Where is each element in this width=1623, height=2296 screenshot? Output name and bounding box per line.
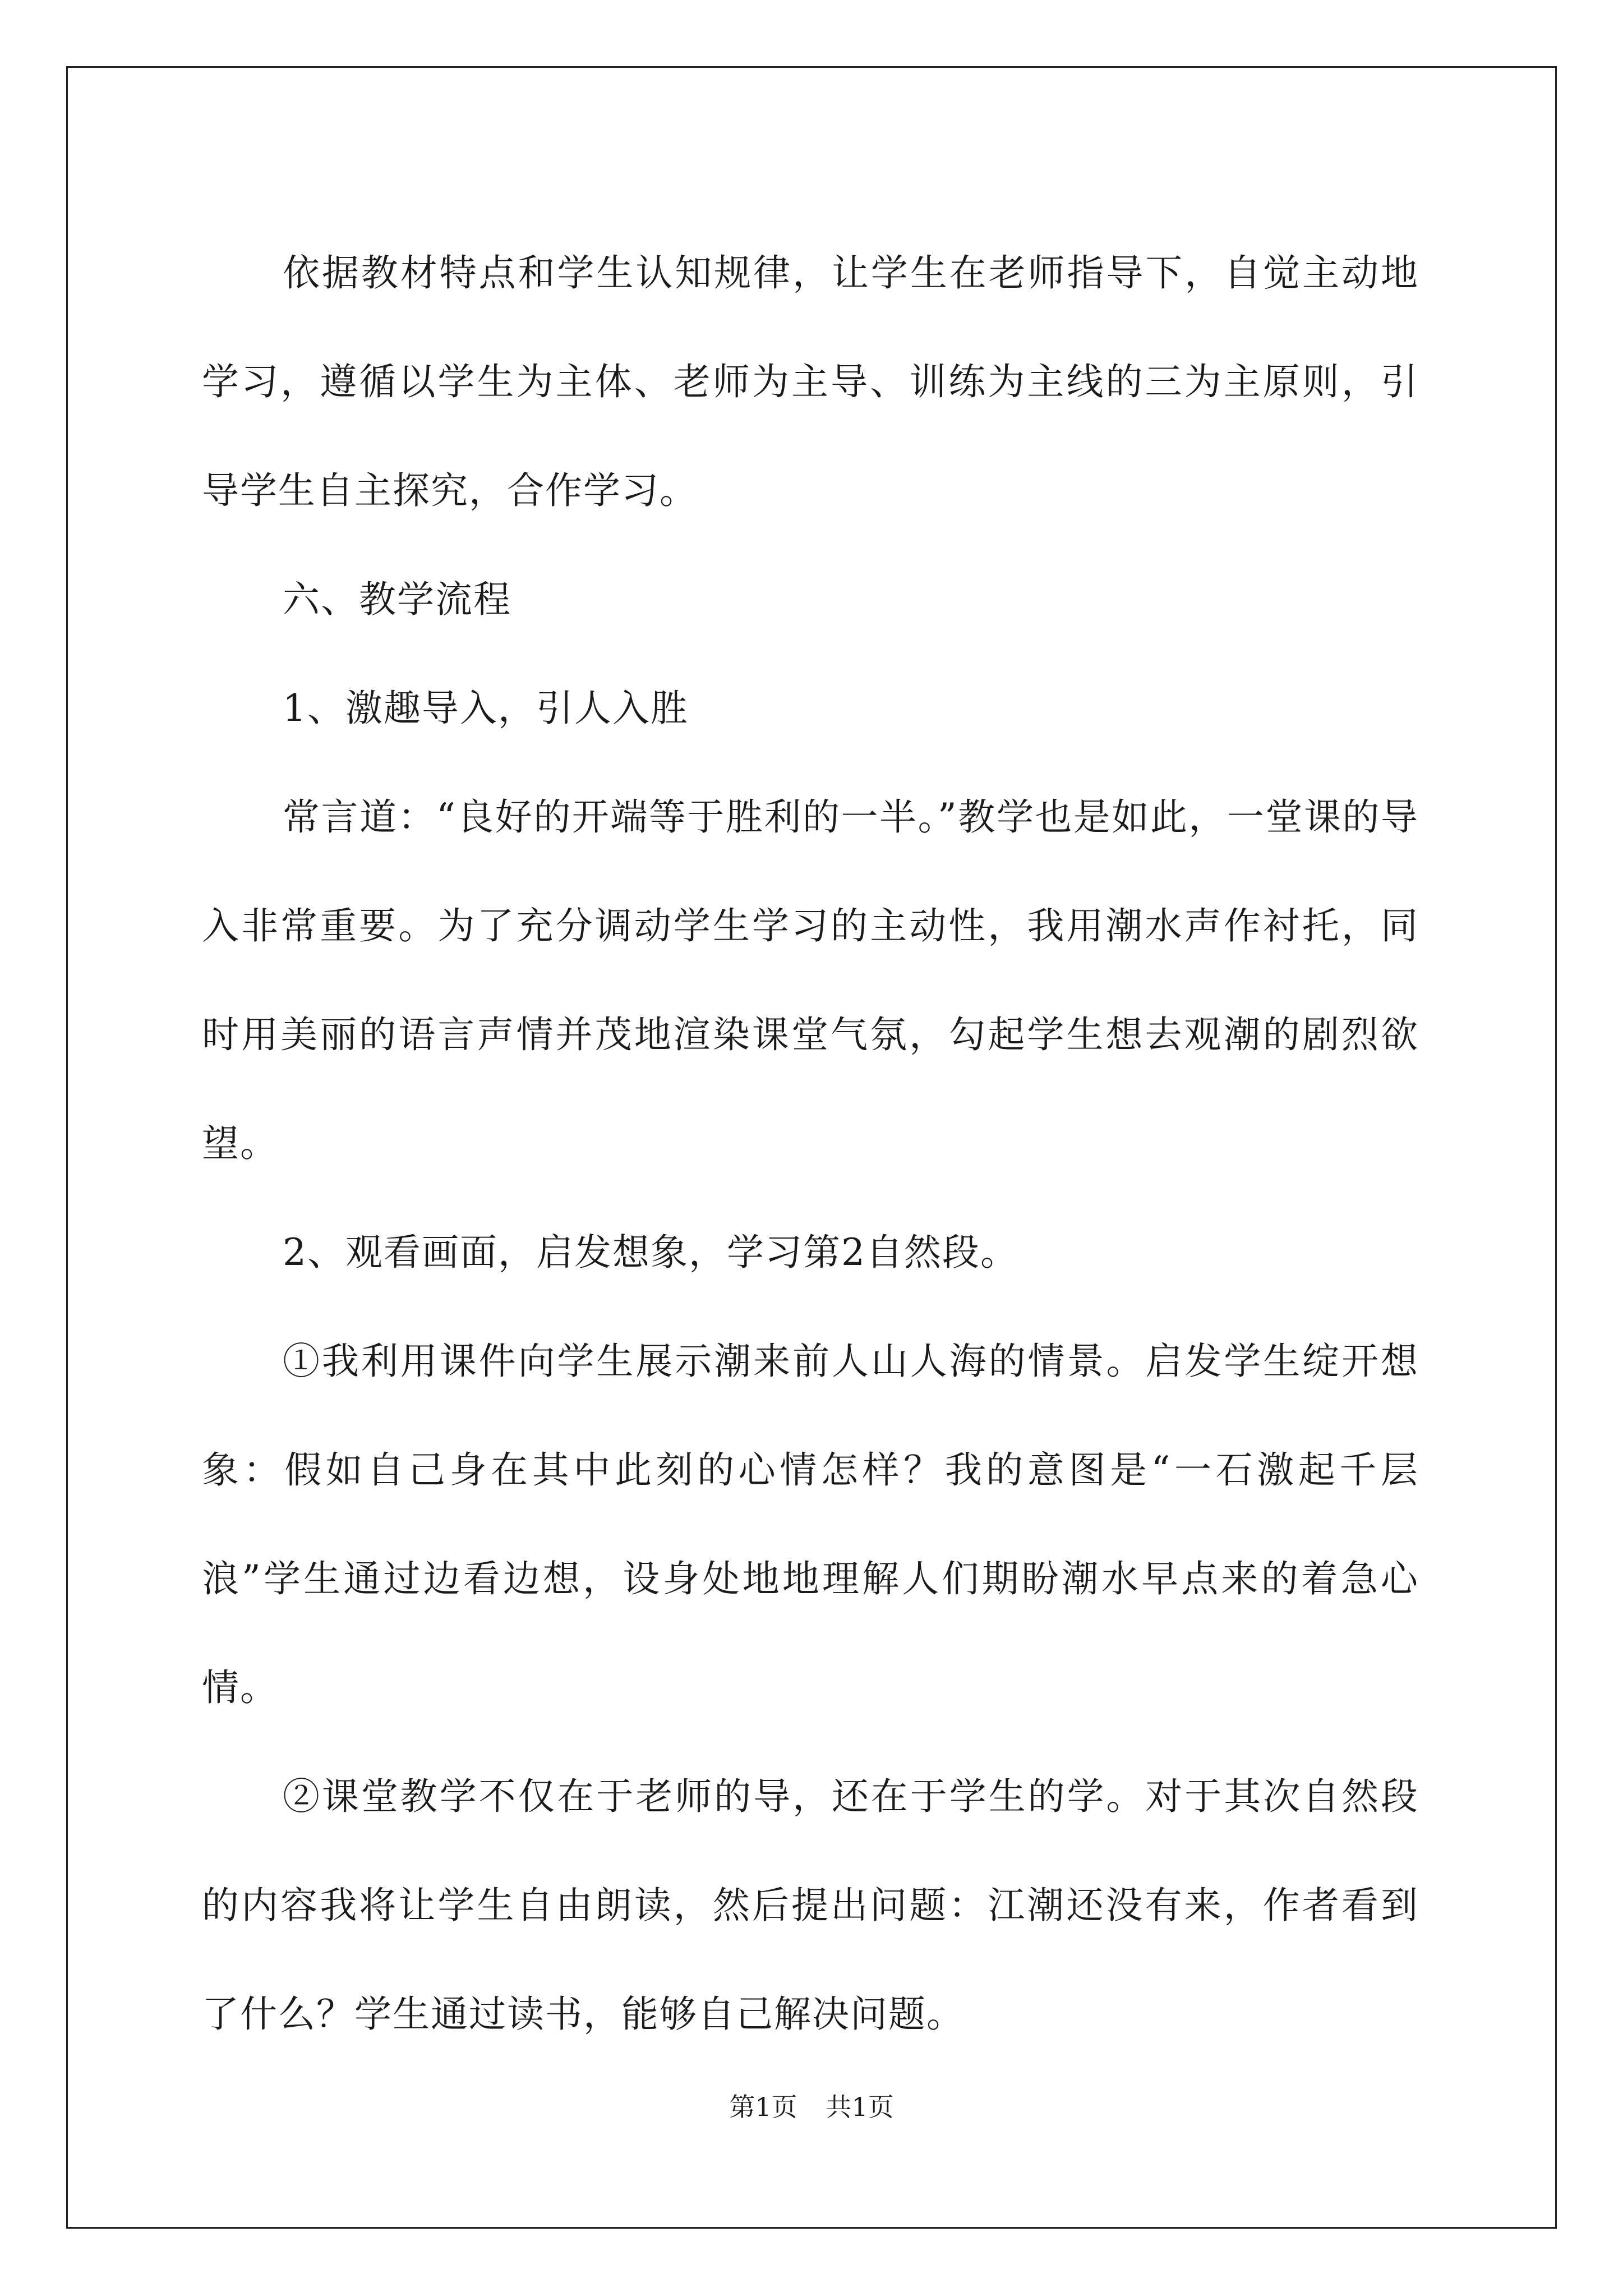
paragraph: ②课堂教学不仅在于老师的导，还在于学生的学。对于其次自然段的内容我将让学生自由朗读，然后提出问题：江潮还没有来，作者看到了什么？学生通过读书，能够自己解决问题。 (202, 1775, 1419, 2036)
subsection-heading: 2、观看画面，启发想象，学习第2自然段。 (283, 1231, 1018, 1274)
document-body (202, 219, 1419, 2069)
paragraph: 依据教材特点和学生认知规律，让学生在老师指导下，自觉主动地学习，遵循以学生为主体、老师为主导、训练为主线的三为主原则，引导学生自主探究，合作学习。 (202, 251, 1419, 512)
paragraph: ①我利用课件向学生展示潮来前人山人海的情景。启发学生绽开想象：假如自己身在其中此刻的心情怎样？我的意图是“一石激起千层浪”学生通过边看边想，设身处地地理解人们期盼潮水早点来的着急心情。 (202, 1340, 1419, 1709)
subsection-heading: 1、激趣导入，引人入胜 (283, 687, 689, 730)
page-number-total: 共1页 (826, 2092, 894, 2122)
page-footer (0, 2087, 1623, 2124)
page-number-current: 第1页 (729, 2092, 797, 2122)
paragraph: 常言道：“良好的开端等于胜利的一半。”教学也是如此，一堂课的导入非常重要。为了充分调动学生学习的主动性，我用潮水声作衬托，同时用美丽的语言声情并茂地渲染课堂气氛，勾起学生想去观潮的剧烈欲望。 (202, 795, 1419, 1165)
section-heading: 六、教学流程 (283, 578, 511, 621)
